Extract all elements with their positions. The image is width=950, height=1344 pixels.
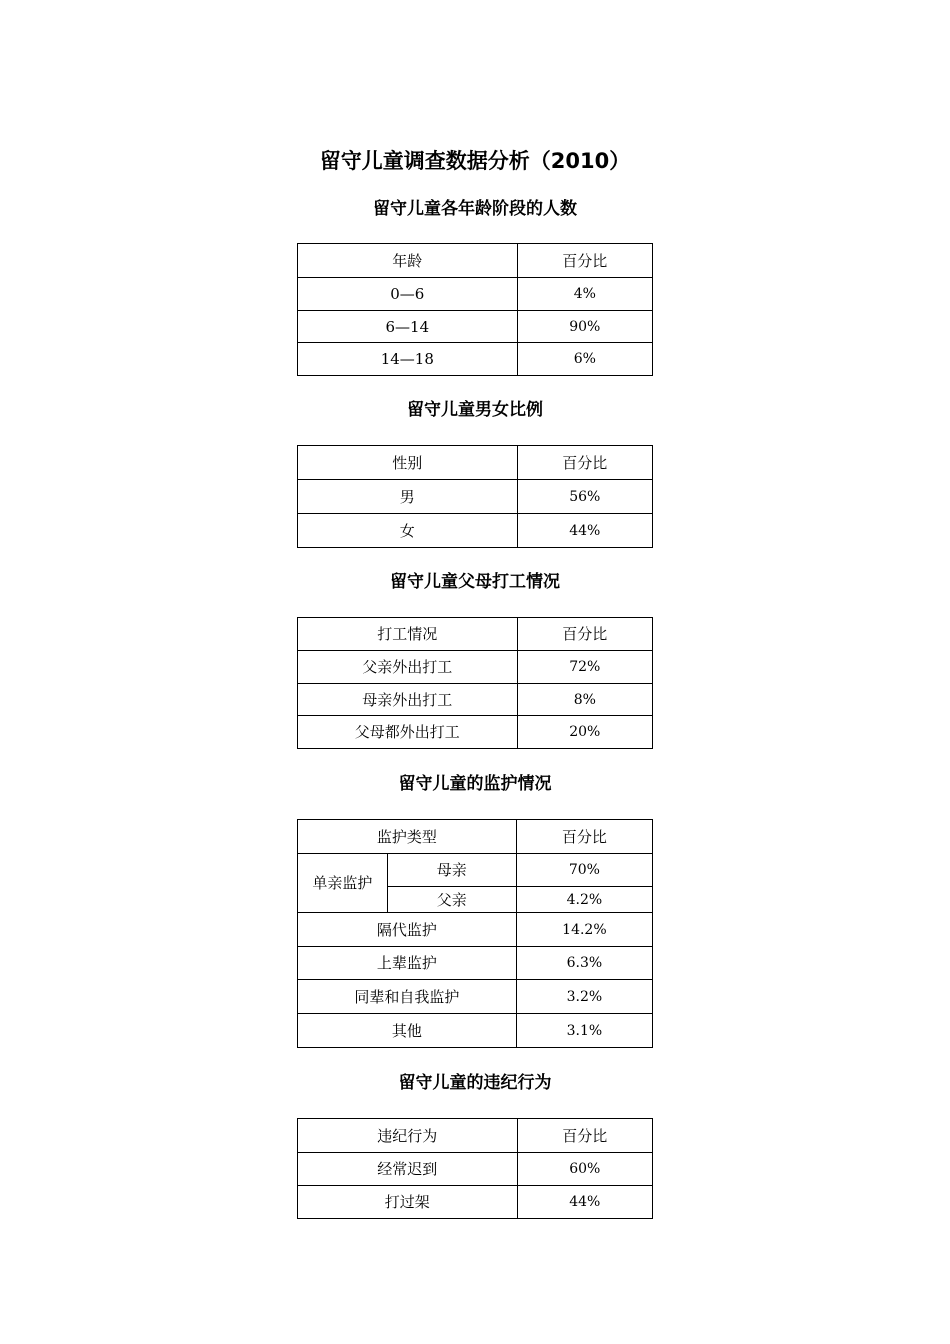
- row-value: 60%: [517, 1153, 652, 1186]
- row-label: 6—14: [298, 311, 518, 343]
- row-label: 隔代监护: [298, 913, 517, 947]
- row-label: 上辈监护: [298, 947, 517, 980]
- table-header-row: [298, 244, 653, 278]
- row-label: 父亲: [387, 887, 516, 913]
- table-row: [298, 947, 653, 980]
- table-row: [298, 480, 653, 514]
- column-header: 监护类型: [298, 820, 517, 854]
- row-label: 男: [298, 480, 518, 514]
- row-value: 8%: [517, 684, 652, 716]
- table-row: [298, 514, 653, 548]
- row-value: 20%: [517, 716, 652, 749]
- column-header: 百分比: [517, 244, 652, 278]
- row-label: 母亲外出打工: [298, 684, 518, 716]
- table-header-row: [298, 820, 653, 854]
- row-value: 4.2%: [516, 887, 652, 913]
- table-row: [298, 311, 653, 343]
- table-row: [298, 1186, 653, 1219]
- column-header: 年龄: [298, 244, 518, 278]
- row-label: 打过架: [298, 1186, 518, 1219]
- row-value: 56%: [517, 480, 652, 514]
- section-title-parents-work: 留守儿童父母打工情况: [390, 572, 560, 592]
- table-row: [298, 854, 653, 887]
- row-value: 70%: [516, 854, 652, 887]
- guardianship-table: [297, 819, 653, 1048]
- column-header: 百分比: [517, 1119, 652, 1153]
- row-value: 44%: [517, 514, 652, 548]
- column-header: 性别: [298, 446, 518, 480]
- parents-work-table: [297, 617, 653, 749]
- table-row: [298, 1153, 653, 1186]
- document-title: 留守儿童调查数据分析（2010）: [319, 149, 631, 173]
- section-title-misconduct: 留守儿童的违纪行为: [398, 1073, 552, 1093]
- table-row: [298, 913, 653, 947]
- table-header-row: [298, 618, 653, 651]
- row-label: 0—6: [298, 278, 518, 311]
- column-header: 打工情况: [298, 618, 518, 651]
- row-value: 72%: [517, 651, 652, 684]
- row-label: 其他: [298, 1014, 517, 1048]
- row-label: 母亲: [387, 854, 516, 887]
- table-row: [298, 343, 653, 376]
- section-title-gender: 留守儿童男女比例: [407, 400, 543, 420]
- table-row: [298, 651, 653, 684]
- table-row: [298, 980, 653, 1014]
- row-label: 父亲外出打工: [298, 651, 518, 684]
- section-title-age: 留守儿童各年龄阶段的人数: [373, 199, 577, 219]
- row-label: 14—18: [298, 343, 518, 376]
- row-value: 6%: [517, 343, 652, 376]
- age-table: [297, 243, 653, 376]
- gender-table: [297, 445, 653, 548]
- column-header: 百分比: [517, 446, 652, 480]
- table-header-row: [298, 1119, 653, 1153]
- column-header: 百分比: [516, 820, 652, 854]
- table-row: [298, 716, 653, 749]
- row-value: 14.2%: [516, 913, 652, 947]
- row-value: 6.3%: [516, 947, 652, 980]
- row-value: 4%: [517, 278, 652, 311]
- table-row: [298, 684, 653, 716]
- table-row: [298, 278, 653, 311]
- column-header: 百分比: [517, 618, 652, 651]
- section-title-guardianship: 留守儿童的监护情况: [398, 774, 552, 794]
- row-label: 经常迟到: [298, 1153, 518, 1186]
- row-value: 44%: [517, 1186, 652, 1219]
- row-value: 3.1%: [516, 1014, 652, 1048]
- misconduct-table: [297, 1118, 653, 1219]
- group-label: 单亲监护: [298, 854, 388, 913]
- row-label: 女: [298, 514, 518, 548]
- column-header: 违纪行为: [298, 1119, 518, 1153]
- row-value: 90%: [517, 311, 652, 343]
- table-row: [298, 1014, 653, 1048]
- row-value: 3.2%: [516, 980, 652, 1014]
- table-header-row: [298, 446, 653, 480]
- row-label: 同辈和自我监护: [298, 980, 517, 1014]
- row-label: 父母都外出打工: [298, 716, 518, 749]
